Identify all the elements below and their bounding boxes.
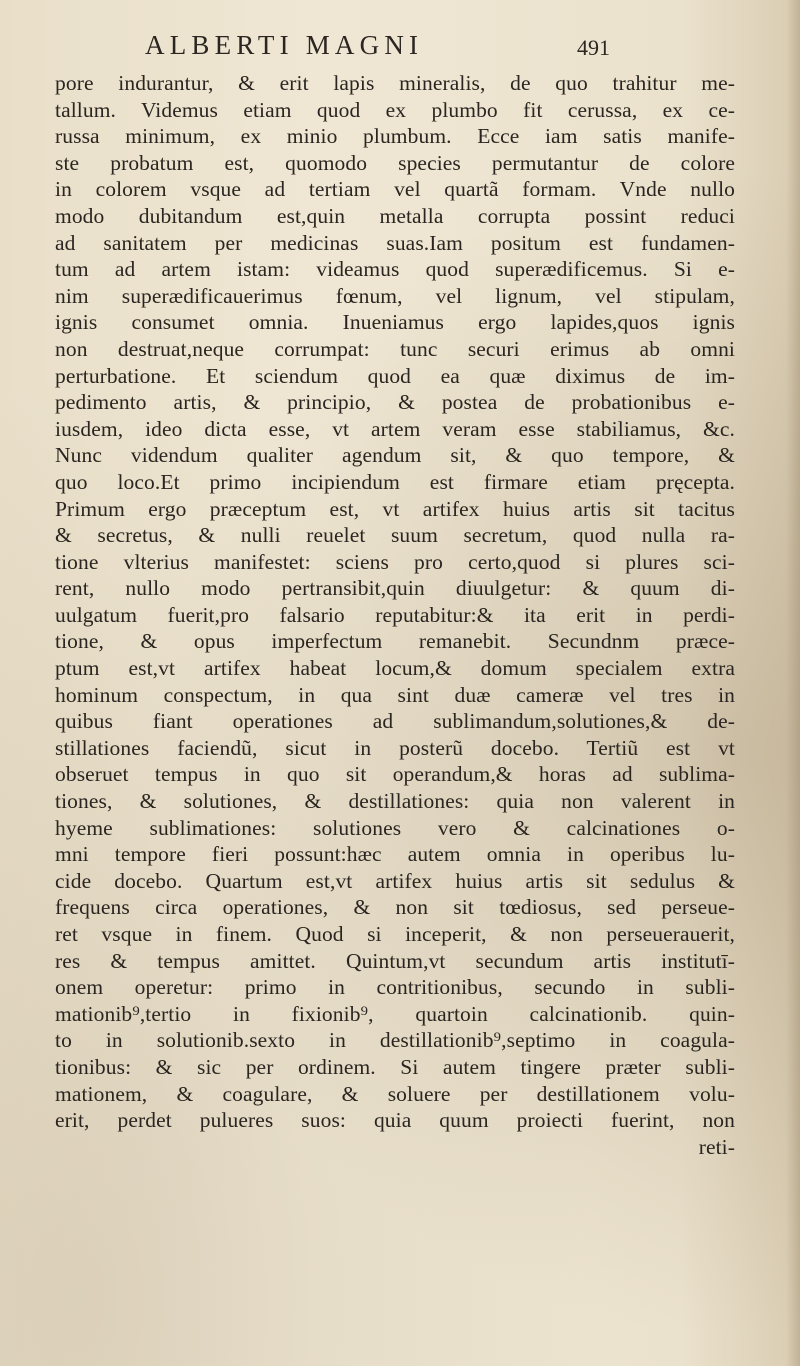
text-line: ret vsque in finem. Quod si inceperit, & non perseuerauerit, xyxy=(55,922,735,946)
text-line: cide docebo. Quartum est,vt artifex huius artis sit sedulus & xyxy=(55,868,735,893)
text-body xyxy=(55,70,735,1160)
running-title: ALBERTI MAGNI xyxy=(145,30,424,60)
text-line: nim superædificauerimus fœnum, vel lignum, vel stipulam, xyxy=(55,283,735,308)
text-line: tione vlterius manifestet: sciens pro certo,quod si plures sci- xyxy=(55,549,735,574)
text-line: stillationes faciendũ, sicut in posterũ docebo. Tertiũ est vt xyxy=(55,735,735,760)
text-line: ad sanitatem per medicinas suas.Iam positum est fundamen- xyxy=(55,230,735,255)
text-line: res & tempus amittet. Quintum,vt secundum artis institutī- xyxy=(55,948,735,973)
text-line: Nunc videndum qualiter agendum sit, & quo tempore, & xyxy=(55,443,735,468)
text-line: non destruat,neque corrumpat: tunc securi erimus ab omni xyxy=(55,336,735,361)
text-line: tum ad artem istam: videamus quod superædificemus. Si e- xyxy=(55,257,735,282)
text-line: modo dubitandum est,quin metalla corrupta possint reduci xyxy=(55,203,735,228)
page-edge-shadow xyxy=(786,0,800,1366)
text-line: mationib⁹,tertio in fixionib⁹, quartoin calcinationib. quin- xyxy=(55,1001,735,1026)
text-line: mationem, & coagulare, & soluere per destillationem volu- xyxy=(55,1081,735,1106)
text-line: to in solutionib.sexto in destillationib⁹,septimo in coagula- xyxy=(55,1028,735,1053)
text-line: onem operetur: primo in contritionibus, secundo in subli- xyxy=(55,975,735,1000)
text-line: ignis consumet omnia. Inueniamus ergo lapides,quos ignis xyxy=(55,310,735,335)
text-line: tionibus: & sic per ordinem. Si autem tingere præter subli- xyxy=(55,1054,735,1079)
text-line: perturbatione. Et sciendum quod ea quæ diximus de im- xyxy=(55,363,735,388)
text-line: mni tempore fieri possunt:hæc autem omnia in operibus lu- xyxy=(55,842,735,867)
text-line: tione, & opus imperfectum remanebit. Secundnm præce- xyxy=(55,629,735,654)
text-line: frequens circa operationes, & non sit tœdiosus, sed perseue- xyxy=(55,895,735,920)
text-line: obseruet tempus in quo sit operandum,& horas ad sublima- xyxy=(55,762,735,787)
catchword: reti- xyxy=(698,1134,735,1159)
text-line: hyeme sublimationes: solutiones vero & calcinationes o- xyxy=(55,815,735,840)
text-line: hominum conspectum, in qua sint duæ cameræ vel tres in xyxy=(55,682,735,707)
text-line: in colorem vsque ad tertiam vel quartã formam. Vnde nullo xyxy=(55,177,735,202)
text-line: Primum ergo præceptum est, vt artifex huius artis sit tacitus xyxy=(55,496,735,521)
text-line: russa minimum, ex minio plumbum. Ecce iam satis manife- xyxy=(55,124,735,149)
text-line: quibus fiant operationes ad sublimandum,solutiones,& de- xyxy=(55,709,735,734)
text-line: tallum. Videmus etiam quod ex plumbo fit cerussa, ex ce- xyxy=(55,97,735,122)
text-line: ste probatum est, quomodo species permutantur de colore xyxy=(55,150,735,175)
text-line: iusdem, ideo dicta esse, vt artem veram esse stabiliamus, &c. xyxy=(55,416,735,441)
text-line: & secretus, & nulli reuelet suum secretum, quod nulla ra- xyxy=(55,523,735,548)
text-line: ptum est,vt artifex habeat locum,& domum specialem extra xyxy=(55,656,735,681)
text-line: tiones, & solutiones, & destillationes: quia non valerent in xyxy=(55,789,735,814)
page-header xyxy=(145,30,610,66)
page-number: 491 xyxy=(577,35,610,60)
text-line: erit, perdet pulueres suos: quia quum proiecti fuerint, non xyxy=(55,1108,735,1133)
text-line: uulgatum fuerit,pro falsario reputabitur:& ita erit in perdi- xyxy=(55,602,735,627)
text-line: pedimento artis, & principio, & postea de probationibus e- xyxy=(55,390,735,415)
text-line: quo loco.Et primo incipiendum est firmare etiam pręcepta. xyxy=(55,469,735,494)
text-line: rent, nullo modo pertransibit,quin diuulgetur: & quum di- xyxy=(55,576,735,601)
text-line: pore indurantur, & erit lapis mineralis, de quo trahitur me- xyxy=(55,71,735,95)
